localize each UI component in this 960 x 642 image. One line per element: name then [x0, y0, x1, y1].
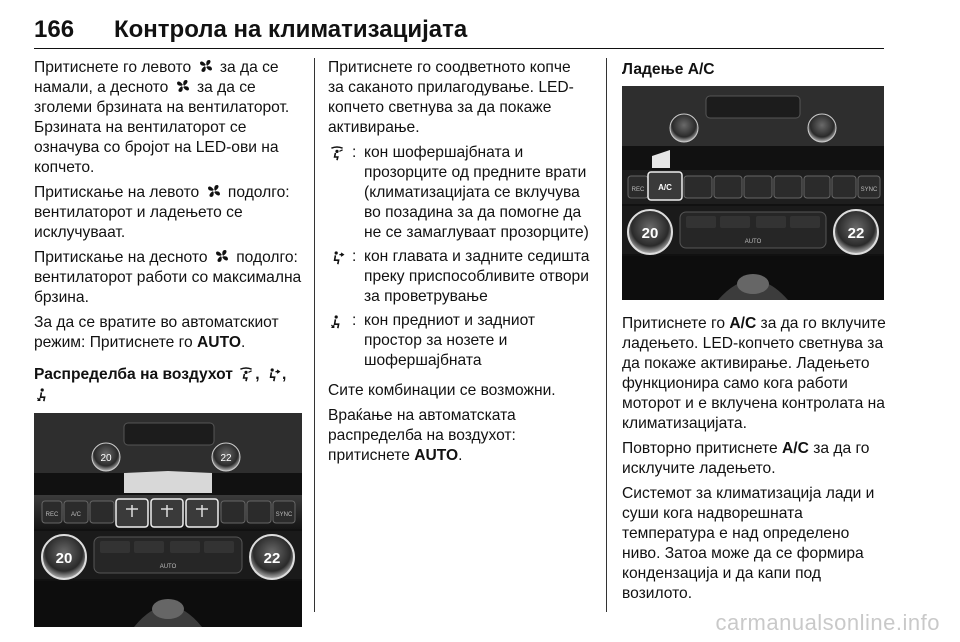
column-1	[34, 58, 302, 627]
face-vent-icon	[329, 249, 345, 265]
windshield-defrost-icon	[329, 145, 345, 161]
paragraph: Системот за климатизација лади и суши кога надворешната температура е над определено ниво. Затоа може да се формира кондензација и да капи под возилото.	[622, 485, 875, 602]
small-temp-right: 22	[220, 453, 232, 464]
paragraph: Притиснете го A/C за да го вклучите ладењето. LED-копчето светнува за да покаже активирање. Ладењето функционира само кога работи моторот и е вклучена контролата на климатизацијата.	[622, 315, 886, 432]
windshield-defrost-icon	[238, 366, 254, 382]
watermark: carmanualsonline.info	[715, 610, 940, 635]
footwell-icon	[35, 386, 51, 402]
paragraph: Притискање на десното подолго: вентилаторот работи со максимална брзина.	[34, 249, 302, 306]
ac-label: A/C	[70, 512, 82, 518]
fan-icon	[206, 183, 222, 199]
temp-left: 20	[641, 225, 659, 242]
paragraph: Сите комбинации се возможни.	[328, 382, 556, 399]
temp-right: 22	[847, 225, 865, 242]
sync-label: SYNC	[275, 512, 293, 518]
face-vent-icon	[265, 366, 281, 382]
fan-icon	[214, 248, 230, 264]
list-item: : кон предниот и задниот простор за нозете и шофершајбната	[328, 311, 590, 371]
column-divider	[314, 58, 315, 612]
paragraph: Притиснете го соодветното копче за саканото прилагодување. LED-копчето светнува за да покаже активирање.	[328, 59, 574, 136]
list-item: : кон шофершајбната и прозорците од предните врати (климатизацијата се вклучува во позадина за да помогне да не се замаглуваат прозорците)	[328, 143, 590, 243]
climate-panel-photo	[34, 413, 302, 627]
paragraph: Притиснете го левото за да се намали, а десното за да се зголеми брзината на вентилаторот. Брзината на вентилаторот се означува со бројот на LED-ови на копчето.	[34, 59, 290, 176]
sync-label: SYNC	[860, 187, 878, 193]
fan-icon	[175, 78, 191, 94]
list-item: : кон главата и задните седишта преку приспособливите отвори за проветрување	[328, 247, 590, 307]
column-divider	[606, 58, 607, 612]
page-number: 166	[34, 16, 75, 43]
fan-icon	[198, 58, 214, 74]
auto-label: AUTO	[159, 564, 177, 570]
auto-label: AUTO	[744, 239, 762, 245]
ac-label: A/C	[658, 183, 672, 192]
paragraph: Враќање на автоматската распределба на воздухот: притиснете AUTO.	[328, 407, 516, 464]
paragraph: Повторно притиснете A/C за да го исклучите ладењето.	[622, 440, 870, 477]
small-temp-left: 20	[100, 453, 112, 464]
paragraph: За да се вратите во автоматскиот режим: Притиснете го AUTO.	[34, 314, 279, 351]
page-header	[34, 14, 884, 49]
section-heading: Распределба на воздухот , ,	[34, 365, 302, 405]
page-title: Контрола на климатизацијата	[114, 16, 468, 43]
recirc-label: REC	[45, 512, 59, 518]
recirc-label: REC	[631, 187, 645, 193]
paragraph: Притискање на левото подолго: вентилаторот и ладењето се исклучуваат.	[34, 184, 290, 241]
section-heading: Ладење A/C	[622, 61, 715, 78]
ac-panel-photo	[622, 86, 884, 300]
temp-left: 20	[55, 550, 73, 567]
column-3	[622, 58, 890, 609]
temp-right: 22	[263, 550, 281, 567]
column-2	[328, 58, 590, 471]
footwell-icon	[329, 313, 345, 329]
